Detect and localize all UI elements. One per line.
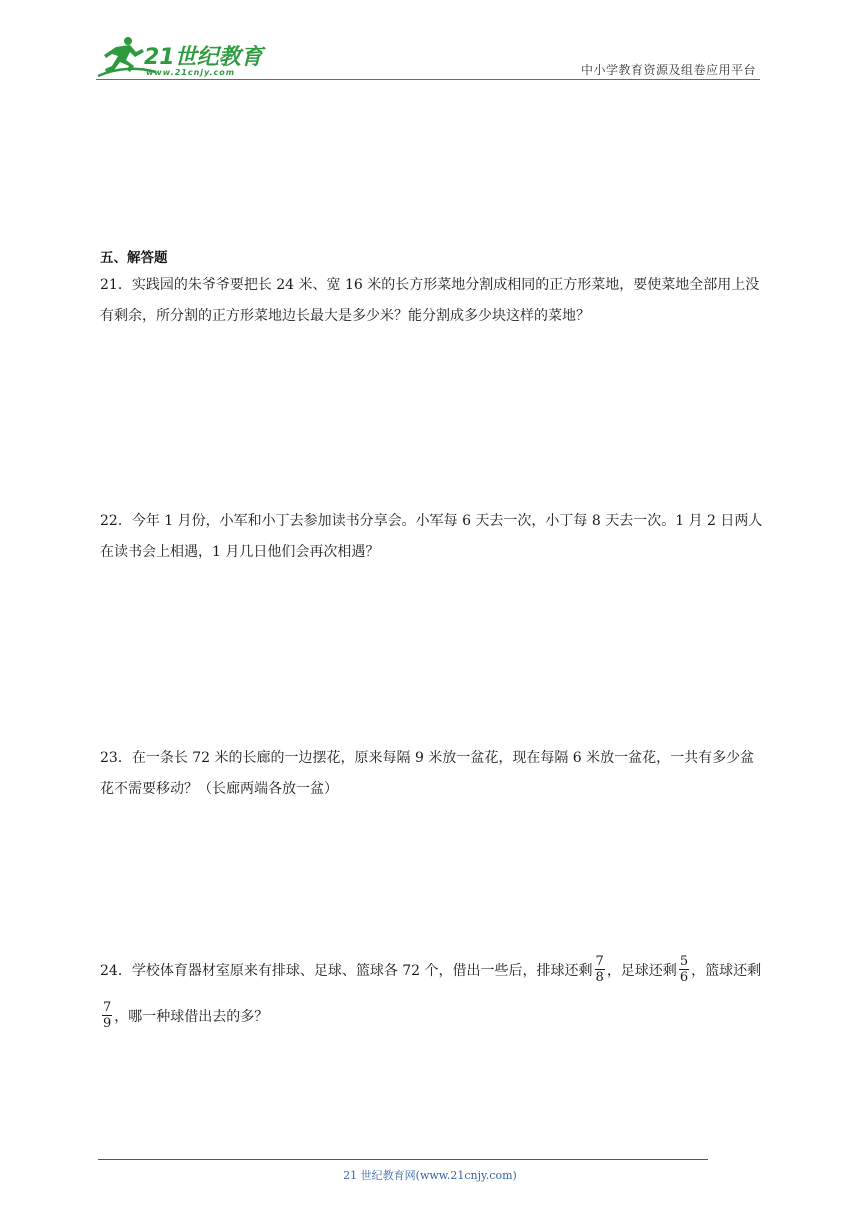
question-24: [100, 948, 764, 1040]
section-title: 五、解答题: [100, 250, 168, 266]
footer-divider: [98, 1159, 708, 1160]
fraction-basketball: [102, 1000, 112, 1031]
fraction-denominator: 9: [103, 1015, 112, 1031]
header-divider: [96, 79, 760, 80]
question-22: 22．今年 1 月份，小军和小丁去参加读书分享会。小军每 6 天去一次，小丁每 8 天去一次。1 月 2 日两人在读书会上相遇，1 月几日他们会再次相遇？: [100, 513, 763, 560]
footer-link[interactable]: 21 世纪教育网(www.21cnjy.com): [343, 1169, 517, 1182]
site-logo: [96, 34, 266, 78]
fraction-numerator: 5: [679, 953, 689, 969]
fraction-numerator: 7: [595, 953, 604, 969]
fraction-denominator: 8: [595, 969, 604, 985]
question-21: 21．实践园的朱爷爷要把长 24 米、宽 16 米的长方形菜地分割成相同的正方形菜地，要使菜地全部用上没有剩余，所分割的正方形菜地边长最大是多少米？能分割成多少块这样的菜地？: [100, 277, 760, 324]
fraction-volleyball: [595, 954, 605, 985]
fraction-football: [679, 954, 689, 985]
page-header: [96, 34, 760, 80]
question-24-text-part2: ，足球还剩: [606, 963, 677, 979]
fraction-denominator: 6: [679, 969, 689, 985]
question-24-text-part4: ，哪一种球借出去的多？: [114, 1009, 269, 1025]
question-24-text-part3: ，篮球还剩: [691, 963, 762, 979]
platform-name: 中小学教育资源及组卷应用平台: [580, 63, 756, 77]
question-24-text-part1: 24．学校体育器材室原来有排球、足球、篮球各 72 个，借出一些后，排球还剩: [100, 963, 593, 979]
fraction-numerator: 7: [103, 999, 112, 1015]
question-23: 23．在一条长 72 米的长廊的一边摆花，原来每隔 9 米放一盆花，现在每隔 6 米放一盆花，一共有多少盆花不需要移动？（长廊两端各放一盆）: [100, 750, 755, 797]
logo-title: 21世纪教育: [144, 45, 263, 70]
logo-url: www.21cnjy.com: [146, 68, 236, 77]
